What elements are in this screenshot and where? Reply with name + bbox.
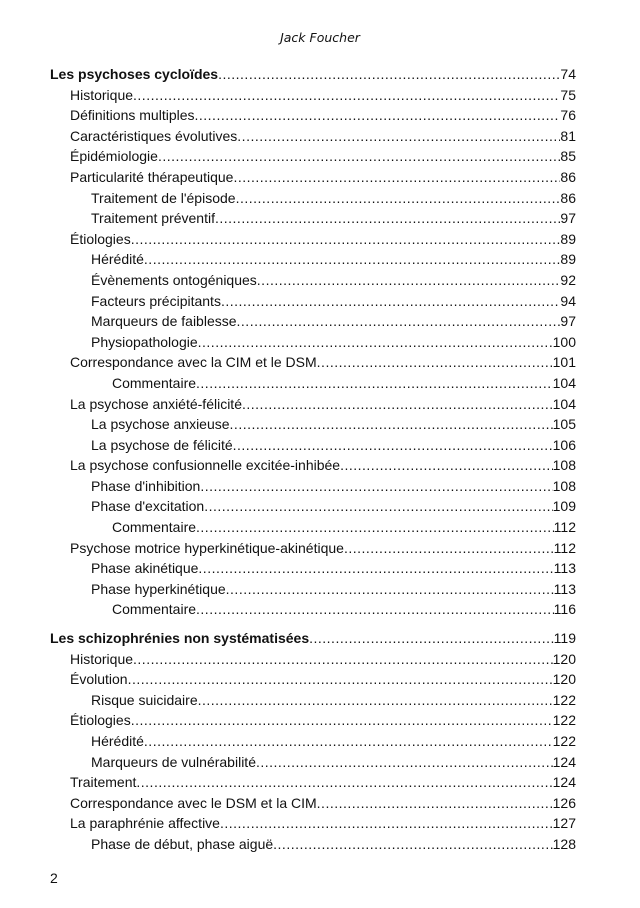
toc-entry[interactable] (50, 517, 576, 538)
toc-entry-title: Marqueurs de vulnérabilité (91, 753, 256, 770)
toc-entry-title: Facteurs précipitants (91, 292, 221, 309)
toc-entry-page: 122 (552, 712, 576, 729)
toc-entry[interactable] (50, 373, 576, 394)
dot-leader (204, 496, 552, 517)
dot-leader (195, 105, 561, 126)
toc-entry[interactable] (50, 270, 576, 291)
toc-entry[interactable] (50, 167, 576, 188)
toc-entry-title: Commentaire (112, 601, 197, 618)
toc-entry-title: Marqueurs de faiblesse (91, 313, 237, 330)
toc-entry[interactable] (50, 394, 576, 415)
toc-entry-page: 109 (552, 498, 576, 515)
toc-entry-page: 101 (552, 354, 576, 371)
toc-entry-title: Correspondance avec la CIM et le DSM (70, 354, 317, 371)
toc-entry-page: 106 (552, 436, 576, 453)
dot-leader (317, 793, 553, 814)
toc-entry-title: Étiologies (70, 230, 131, 247)
toc-entry[interactable] (50, 435, 576, 456)
toc-entry-title: Phase de début, phase aiguë (91, 835, 274, 852)
toc-entry-title: Correspondance avec le DSM et la CIM (70, 794, 317, 811)
dot-leader (144, 731, 553, 752)
toc-entry-page: 119 (553, 630, 576, 647)
toc-entry[interactable] (50, 414, 576, 435)
dot-leader (196, 599, 554, 620)
toc-entry-page: 74 (560, 66, 576, 82)
toc-entry[interactable] (50, 538, 576, 559)
dot-leader (242, 394, 553, 415)
dot-leader (236, 188, 561, 209)
running-header: Jack Foucher (280, 30, 360, 45)
toc-entry[interactable] (50, 813, 576, 834)
toc-entry-title: Caractéristiques évolutives (70, 127, 238, 144)
toc-entry-page: 81 (560, 127, 576, 144)
dot-leader (133, 85, 560, 106)
toc-entry[interactable] (50, 710, 576, 731)
toc-entry-title: La psychose anxiété-félicité (70, 395, 242, 412)
dot-leader (344, 538, 554, 559)
dot-leader (128, 669, 553, 690)
toc-entry-title: Hérédité (91, 733, 144, 749)
dot-leader (317, 352, 553, 373)
toc-entry[interactable] (50, 352, 576, 373)
toc-entry-page: 122 (552, 733, 576, 749)
dot-leader (237, 126, 560, 147)
toc-entry[interactable] (50, 146, 576, 167)
toc-entry-page: 112 (553, 519, 576, 536)
toc-entry-page: 89 (560, 251, 576, 268)
dot-leader (221, 291, 560, 312)
toc-entry[interactable] (50, 669, 576, 690)
toc-entry-page: 100 (552, 333, 576, 350)
toc-entry-page: 86 (560, 189, 576, 206)
toc-entry[interactable] (50, 731, 576, 752)
toc-entry-title: Épidémiologie (70, 148, 158, 165)
dot-leader (233, 435, 553, 456)
dot-leader (196, 517, 554, 538)
dot-leader (257, 270, 561, 291)
toc-entry-page: 92 (560, 271, 576, 288)
dot-leader (198, 690, 553, 711)
toc-entry-title: Historique (70, 86, 134, 103)
toc-entry[interactable] (50, 772, 576, 793)
dot-leader (198, 558, 553, 579)
table-of-contents (50, 64, 576, 855)
toc-entry-title: Traitement de l'épisode (91, 189, 236, 206)
toc-entry-page: 113 (553, 560, 576, 577)
toc-entry[interactable] (50, 752, 576, 773)
toc-entry-title: Phase hyperkinétique (91, 580, 226, 597)
toc-entry-title: Phase d'excitation (91, 498, 205, 515)
toc-entry-page: 104 (552, 374, 576, 391)
toc-entry-title: Phase akinétique (91, 560, 199, 577)
toc-entry-title: La psychose confusionnelle excitée-inhibée (70, 457, 341, 474)
toc-entry-title: Évolution (70, 671, 128, 688)
toc-entry-page: 127 (552, 815, 576, 832)
dot-leader (196, 373, 553, 394)
toc-entry-page: 94 (560, 292, 576, 309)
dot-leader (158, 146, 560, 167)
toc-entry-title: Traitement (70, 774, 137, 791)
dot-leader (136, 772, 552, 793)
toc-entry-page: 97 (560, 210, 576, 227)
dot-leader (218, 64, 560, 85)
toc-entry-title: Hérédité (91, 251, 144, 268)
toc-entry-title: Historique (70, 650, 134, 667)
toc-entry-page: 112 (553, 539, 576, 556)
toc-entry-title: Les psychoses cycloïdes (50, 66, 219, 82)
toc-entry-page: 86 (560, 168, 576, 185)
dot-leader (198, 332, 553, 353)
toc-entry[interactable] (50, 558, 576, 579)
page-number: 2 (50, 870, 58, 886)
toc-entry[interactable] (50, 579, 576, 600)
toc-entry-page: 97 (560, 313, 576, 330)
toc-entry-page: 124 (552, 774, 576, 791)
toc-entry-page: 128 (552, 835, 576, 852)
toc-entry-title: Physiopathologie (91, 333, 198, 350)
dot-leader (309, 628, 554, 649)
dot-leader (233, 167, 560, 188)
toc-entry-page: 124 (552, 753, 576, 770)
dot-leader (220, 813, 553, 834)
toc-entry-title: Particularité thérapeutique (70, 168, 234, 185)
toc-entry[interactable] (50, 85, 576, 106)
dot-leader (226, 579, 554, 600)
toc-entry-page: 116 (553, 601, 576, 618)
dot-leader (230, 414, 553, 435)
toc-entry[interactable] (50, 229, 576, 250)
toc-entry-page: 108 (552, 457, 576, 474)
toc-entry[interactable] (50, 126, 576, 147)
toc-entry[interactable] (50, 496, 576, 517)
toc-entry-title: La psychose de félicité (91, 436, 233, 453)
toc-entry[interactable] (50, 208, 576, 229)
toc-entry[interactable] (50, 291, 576, 312)
toc-entry-title: Phase d'inhibition (91, 477, 201, 494)
toc-entry-page: 108 (552, 477, 576, 494)
toc-entry-title: Psychose motrice hyperkinétique-akinétique (70, 539, 344, 556)
toc-entry-title: Les schizophrénies non systématisées (50, 630, 310, 647)
dot-leader (131, 710, 553, 731)
toc-entry-page: 76 (560, 107, 576, 124)
toc-chapter-entry[interactable] (50, 628, 576, 649)
toc-entry[interactable] (50, 188, 576, 209)
toc-entry[interactable] (50, 599, 576, 620)
toc-entry[interactable] (50, 649, 576, 670)
toc-entry[interactable] (50, 834, 576, 855)
toc-entry-page: 105 (552, 416, 576, 433)
toc-entry-title: Évènements ontogéniques (91, 271, 257, 288)
toc-entry[interactable] (50, 332, 576, 353)
toc-entry[interactable] (50, 476, 576, 497)
toc-entry-title: Définitions multiples (70, 107, 195, 124)
toc-entry-page: 120 (552, 671, 576, 688)
toc-entry[interactable] (50, 690, 576, 711)
toc-entry-title: Commentaire (112, 374, 197, 391)
dot-leader (144, 249, 561, 270)
dot-leader (200, 476, 552, 497)
toc-entry-page: 85 (560, 148, 576, 165)
dot-leader (215, 208, 560, 229)
toc-entry[interactable] (50, 311, 576, 332)
toc-entry-page: 75 (560, 86, 576, 103)
dot-leader (237, 311, 561, 332)
toc-entry-title: Risque suicidaire (91, 691, 198, 708)
toc-entry-title: Commentaire (112, 519, 197, 536)
toc-entry-page: 126 (552, 794, 576, 811)
toc-entry[interactable] (50, 455, 576, 476)
toc-entry-page: 89 (560, 230, 576, 247)
toc-entry-page: 113 (553, 580, 576, 597)
dot-leader (340, 455, 553, 476)
section-gap (50, 620, 576, 628)
toc-entry[interactable] (50, 249, 576, 270)
dot-leader (133, 649, 553, 670)
toc-entry-title: La paraphrénie affective (70, 815, 220, 832)
toc-entry-title: Étiologies (70, 712, 131, 729)
toc-entry[interactable] (50, 793, 576, 814)
toc-entry-page: 104 (552, 395, 576, 412)
dot-leader (131, 229, 561, 250)
dot-leader (256, 752, 553, 773)
toc-entry[interactable] (50, 105, 576, 126)
toc-entry-title: Traitement préventif (91, 210, 215, 227)
dot-leader (273, 834, 552, 855)
toc-entry-title: La psychose anxieuse (91, 416, 230, 433)
toc-entry-page: 122 (552, 691, 576, 708)
toc-entry-page: 120 (552, 650, 576, 667)
toc-chapter-entry[interactable] (50, 64, 576, 85)
